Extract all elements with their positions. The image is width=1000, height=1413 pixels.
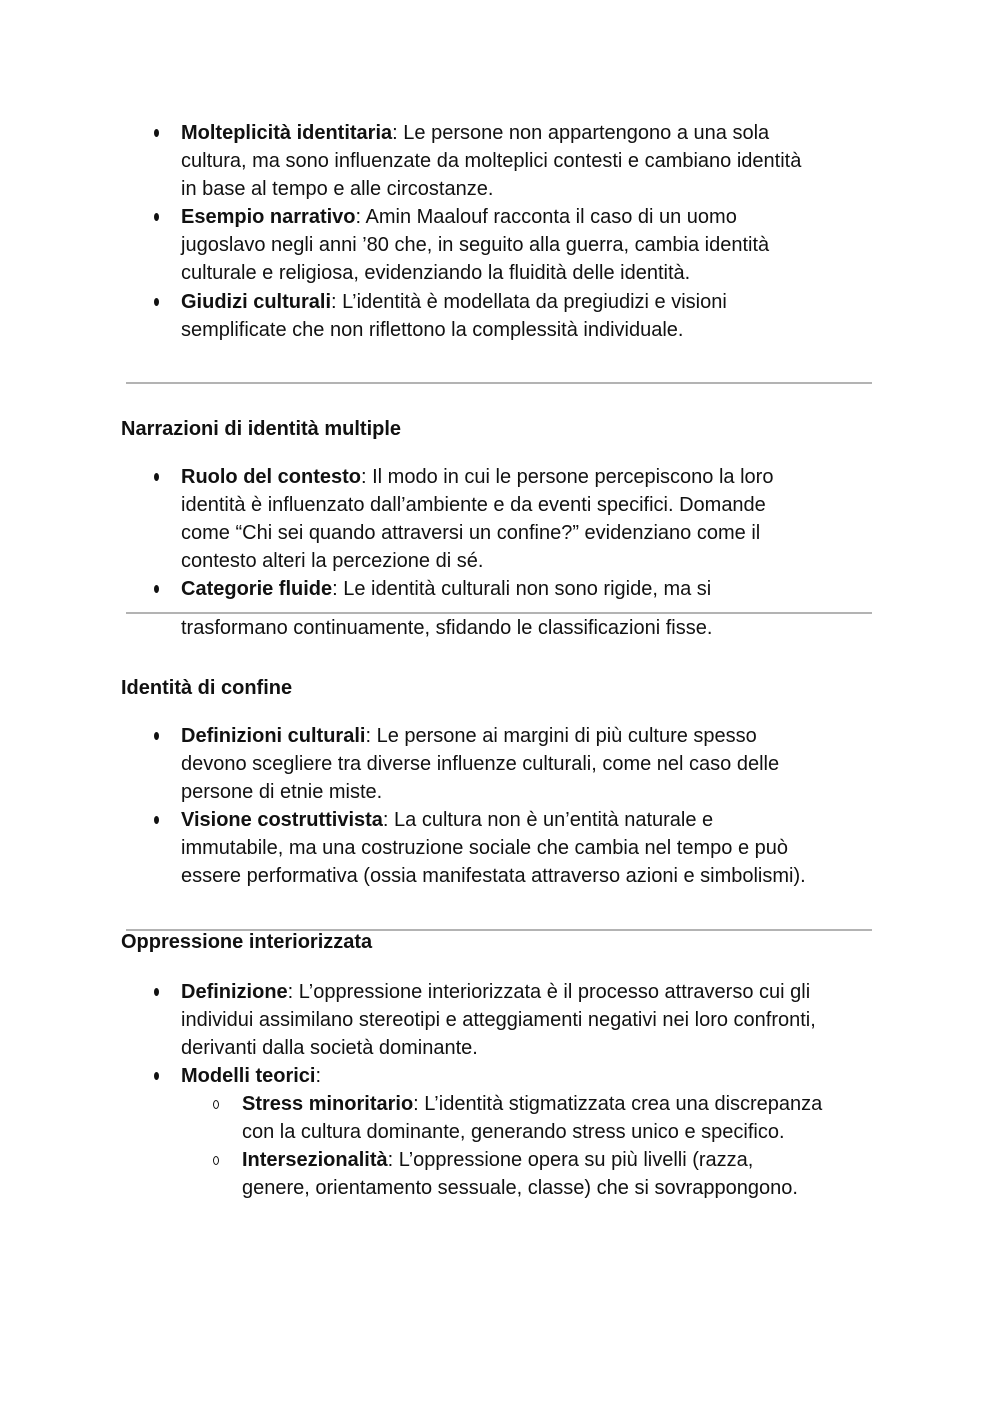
list-item-text: : Le persone ai margini di più culture spesso (365, 725, 757, 747)
list-item-term: Definizioni culturali (181, 725, 366, 747)
sub-bullet-icon (211, 1090, 221, 1118)
list-item-text: come “Chi sei quando attraversi un confine?” evidenziano come il (181, 522, 761, 544)
list-item-text: : L’identità è modellata da pregiudizi e visioni (331, 291, 727, 313)
sub-list-item (242, 1090, 942, 1118)
list-item-text: : Il modo in cui le persone percepiscono la loro (361, 466, 774, 488)
section-heading: Narrazioni di identità multiple (121, 418, 402, 440)
list-item-term: Visione costruttivista (181, 809, 383, 831)
list-item-text: : (315, 1065, 322, 1087)
list-item (181, 575, 881, 603)
bullet-icon (151, 288, 161, 316)
list-item-term: Giudizi culturali (181, 291, 332, 313)
list-item-text: individui assimilano stereotipi e atteggiamenti negativi nei loro confronti, (181, 1009, 816, 1031)
list-item-text: genere, orientamento sessuale, classe) che si sovrappongono. (242, 1177, 798, 1199)
list-item-text: trasformano continuamente, sfidando le classificazioni fisse. (181, 617, 713, 639)
bullet-icon (151, 203, 161, 231)
list-item-text: : L’oppressione opera su più livelli (razza, (387, 1149, 754, 1171)
list-item-term: Ruolo del contesto (181, 466, 361, 488)
list-item-text: : Le identità culturali non sono rigide, ma si (332, 578, 712, 600)
list-item-text: immutabile, ma una costruzione sociale che cambia nel tempo e può (181, 837, 788, 859)
list-item (181, 288, 881, 316)
list-item (181, 1062, 881, 1090)
bullet-icon (151, 722, 161, 750)
list-item-text: derivanti dalla società dominante. (181, 1037, 478, 1059)
list-item (181, 203, 881, 231)
list-item-text: persone di etnie miste. (181, 781, 383, 803)
bullet-icon (151, 575, 161, 603)
bullet-icon (151, 806, 161, 834)
list-item-term: Modelli teorici (181, 1065, 316, 1087)
list-item-term: Intersezionalità (242, 1149, 388, 1171)
list-item-text: : L’identità stigmatizzata crea una discrepanza (413, 1093, 823, 1115)
list-item-term: Stress minoritario (242, 1093, 414, 1115)
list-item-text: cultura, ma sono influenzate da molteplici contesti e cambiano identità (181, 150, 802, 172)
list-item-text: contesto alteri la percezione di sé. (181, 550, 484, 572)
list-item (181, 978, 881, 1006)
bullet-icon (151, 463, 161, 491)
list-item-term: Definizione (181, 981, 288, 1003)
list-item-term: Categorie fluide (181, 578, 333, 600)
list-item (181, 119, 881, 147)
list-item-text: jugoslavo negli anni ’80 che, in seguito alla guerra, cambia identità (181, 234, 770, 256)
list-item (181, 463, 881, 491)
list-item-text: : Amin Maalouf racconta il caso di un uomo (355, 206, 737, 228)
list-item-text: semplificate che non riflettono la complessità individuale. (181, 319, 684, 341)
list-item-text: culturale e religiosa, evidenziando la fluidità delle identità. (181, 262, 691, 284)
horizontal-divider (126, 382, 872, 384)
list-item (181, 806, 881, 834)
list-item (181, 722, 881, 750)
list-item-term: Molteplicità identitaria (181, 122, 393, 144)
list-item-text: con la cultura dominante, generando stress unico e specifico. (242, 1121, 785, 1143)
list-item-text: : L’oppressione interiorizzata è il processo attraverso cui gli (287, 981, 811, 1003)
bullet-icon (151, 119, 161, 147)
list-item-text: : Le persone non appartengono a una sola (392, 122, 770, 144)
list-item-text: in base al tempo e alle circostanze. (181, 178, 494, 200)
section-heading: Oppressione interiorizzata (121, 931, 373, 953)
sub-bullet-icon (211, 1146, 221, 1174)
list-item-text: essere performativa (ossia manifestata attraverso azioni e simbolismi). (181, 865, 806, 887)
bullet-icon (151, 1062, 161, 1090)
list-item-term: Esempio narrativo (181, 206, 356, 228)
sub-list-item (242, 1146, 942, 1174)
bullet-icon (151, 978, 161, 1006)
section-heading: Identità di confine (121, 677, 293, 699)
list-item-text: identità è influenzato dall’ambiente e da eventi specifici. Domande (181, 494, 766, 516)
list-item-text: devono scegliere tra diverse influenze culturali, come nel caso delle (181, 753, 780, 775)
list-item-text: : La cultura non è un’entità naturale e (382, 809, 714, 831)
